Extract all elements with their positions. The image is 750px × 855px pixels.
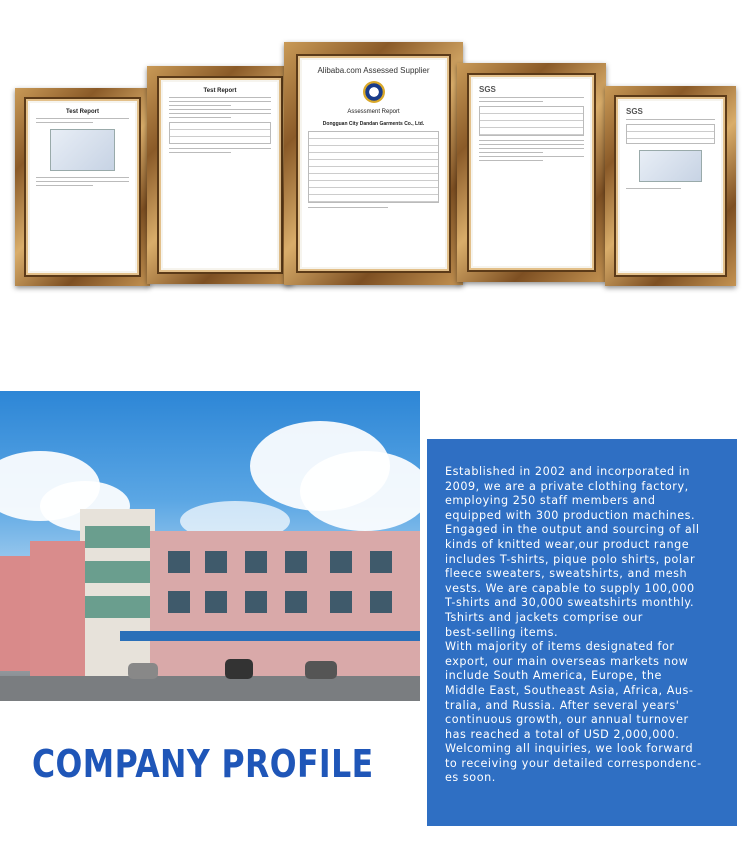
certificate-frame-5 (605, 86, 736, 286)
test-report-document-2 (163, 82, 277, 268)
assessment-report-document (302, 60, 445, 267)
certificate-title: Test Report (66, 109, 99, 115)
company-profile-textbox (427, 439, 737, 826)
certificate-frame-2 (147, 66, 293, 284)
company-profile-heading: COMPANY PROFILE (32, 742, 374, 786)
certificate-subtitle: Assessment Report (347, 109, 400, 115)
certificate-company: Dongguan City Dandan Garments Co., Ltd. (322, 121, 425, 127)
fabric-sample-image (639, 150, 702, 182)
sgs-report-document-1 (473, 79, 590, 266)
company-profile-description: Established in 2002 and incorporated in 2009, we are a private clothing factory, employing 250 staff members and equipped with 300 production machines. Engaged in the output and sourcing of all kinds of knitted wear,our product range includes T-shirts, pique polo shirts, polar fleece sweaters, sweatshirts, and mesh vests. We are capable to supply 100,000 T-shirts and 30,000 sweatshirts monthly. Tshirts and jackets comprise our best-selling items. With majority of items designated for export, our main overseas markets now include South America, Europe, the Middle East, Southeast Asia, Africa, Aus- tralia, and Russia. After several years' continuous growth, our annual turnover has reached a total of USD 2,000,000. Welcoming all inquiries, we look forward to receiving your detailed correspondenc- es soon. (445, 465, 702, 785)
sgs-report-document-2 (620, 101, 721, 271)
certificate-title: Test Report (203, 88, 237, 94)
fabric-sample-image (50, 129, 115, 171)
factory-building-photo (0, 391, 420, 701)
certificate-frame-4 (457, 63, 606, 282)
sgs-logo: SGS (479, 85, 496, 94)
assessed-badge-icon (363, 81, 385, 103)
certificate-title: Alibaba.com Assessed Supplier (317, 66, 430, 75)
certificate-frame-3 (284, 42, 463, 285)
test-report-document-1 (30, 103, 135, 271)
sgs-logo: SGS (626, 107, 643, 116)
certificate-frame-1 (15, 88, 150, 286)
